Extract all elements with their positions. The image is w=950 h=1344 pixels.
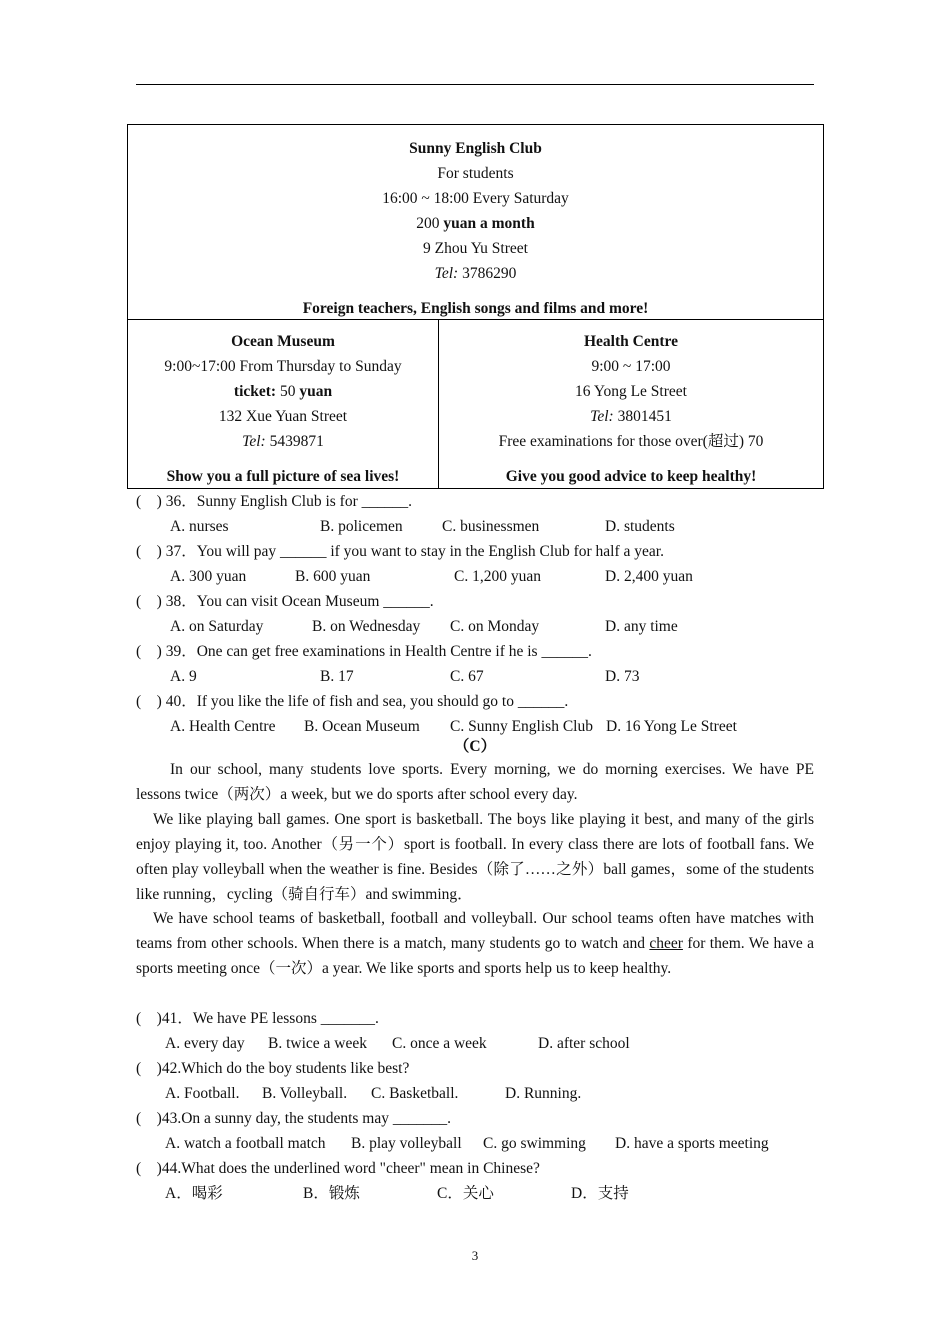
health-note: Free examinations for those over(超过) 70	[498, 433, 764, 450]
question-42: ( )42.Which do the boy students like best?	[136, 1060, 410, 1077]
health-title: Health Centre	[584, 333, 678, 350]
option: A. Health Centre	[170, 718, 276, 735]
museum-slogan: Show you a full picture of sea lives!	[166, 468, 400, 485]
health-slogan: Give you good advice to keep healthy!	[505, 468, 757, 485]
question-39: ( ) 39．One can get free examinations in Health Centre if he is ______.	[136, 643, 592, 660]
question-38: ( ) 38．You can visit Ocean Museum ______.	[136, 593, 434, 610]
ads-table	[127, 124, 824, 489]
question-44: ( )44.What does the underlined word "cheer" mean in Chinese?	[136, 1160, 540, 1177]
option: B. 600 yuan	[295, 568, 371, 585]
option: A. 9	[170, 668, 197, 685]
passage-paragraph-3: We have school teams of basketball, football and volleyball. Our school teams often have matches with teams from other schools. When there is a match, many students go to watch and cheer for them. We have a sports meeting once（一次）a year. We like sports and sports help us to keep healthy.	[136, 910, 814, 977]
option: B. twice a week	[268, 1035, 367, 1052]
header-rule	[136, 84, 814, 85]
option: D. students	[605, 518, 675, 535]
club-ad	[128, 125, 823, 320]
health-time: 9:00 ~ 17:00	[591, 358, 671, 375]
health-ad	[439, 320, 823, 488]
option: D. 2,400 yuan	[605, 568, 693, 585]
question-37: ( ) 37．You will pay ______ if you want to stay in the English Club for half a year.	[136, 543, 664, 560]
option: A. watch a football match	[165, 1135, 326, 1152]
museum-ticket: ticket: 50 yuan	[233, 383, 333, 400]
club-time: 16:00 ~ 18:00 Every Saturday	[382, 190, 569, 207]
health-address: 16 Yong Le Street	[575, 383, 687, 400]
option: C．关心	[437, 1185, 494, 1202]
option: A. nurses	[170, 518, 229, 535]
option: B. policemen	[320, 518, 403, 535]
option: B. play volleyball	[351, 1135, 462, 1152]
option: D. 73	[605, 668, 640, 685]
section-heading: （C）	[453, 738, 497, 755]
passage-paragraph-2: We like playing ball games. One sport is basketball. The boys like playing it best, and many of the girls enjoy playing it, too. Another（另一个）sport is football. In every class there are lots of football fans. We often play volleyball when the weather is fine. Besides（除了……之外）ball games，some of the students like running，cycling（骑自行车）and swimming．	[136, 811, 814, 903]
club-slogan: Foreign teachers, English songs and films and more!	[302, 300, 649, 317]
museum-time: 9:00~17:00 From Thursday to Sunday	[164, 358, 402, 375]
option: B. Ocean Museum	[304, 718, 420, 735]
option: B. 17	[320, 668, 354, 685]
option: B．锻炼	[303, 1185, 360, 1202]
option: C. once a week	[392, 1035, 487, 1052]
option: C. Basketball.	[371, 1085, 459, 1102]
page-number: 3	[471, 1248, 479, 1263]
underlined-word: cheer	[649, 935, 683, 952]
museum-ad	[128, 320, 439, 488]
museum-title: Ocean Museum	[231, 333, 335, 350]
option: C. 1,200 yuan	[454, 568, 541, 585]
option: D. 16 Yong Le Street	[606, 718, 737, 735]
question-40: ( ) 40．If you like the life of fish and sea, you should go to ______.	[136, 693, 569, 710]
club-price: 200 yuan a month	[416, 215, 535, 232]
club-audience: For students	[437, 165, 514, 182]
health-tel: Tel: 3801451	[590, 408, 672, 425]
option: C. Sunny English Club	[450, 718, 593, 735]
option: A. Football.	[165, 1085, 240, 1102]
option: A. 300 yuan	[170, 568, 247, 585]
option: C. on Monday	[450, 618, 540, 635]
option: D．支持	[571, 1185, 629, 1202]
question-41: ( )41．We have PE lessons _______.	[136, 1010, 379, 1027]
option: A．喝彩	[165, 1185, 223, 1202]
museum-tel: Tel: 5439871	[242, 433, 324, 450]
club-address: 9 Zhou Yu Street	[423, 240, 528, 257]
option: D. after school	[538, 1035, 630, 1052]
club-tel: Tel: 3786290	[434, 265, 517, 282]
option: C. businessmen	[442, 518, 540, 535]
option: B. Volleyball.	[262, 1085, 348, 1102]
question-36: ( ) 36．Sunny English Club is for ______.	[136, 493, 412, 510]
option: C. go swimming	[483, 1135, 586, 1152]
option: D. have a sports meeting	[615, 1135, 769, 1152]
museum-address: 132 Xue Yuan Street	[218, 408, 348, 425]
question-43: ( )43.On a sunny day, the students may _______.	[136, 1110, 451, 1127]
option: A. on Saturday	[170, 618, 264, 635]
option: C. 67	[450, 668, 484, 685]
option: D. any time	[605, 618, 678, 635]
option: B. on Wednesday	[312, 618, 421, 635]
option: D. Running.	[505, 1085, 582, 1102]
option: A. every day	[165, 1035, 245, 1052]
club-title: Sunny English Club	[409, 140, 542, 157]
passage-paragraph-1: In our school, many students love sports. Every morning, we do morning exercises. We have PE lessons twice（两次）a week, but we do sports after school every day.	[136, 761, 814, 803]
